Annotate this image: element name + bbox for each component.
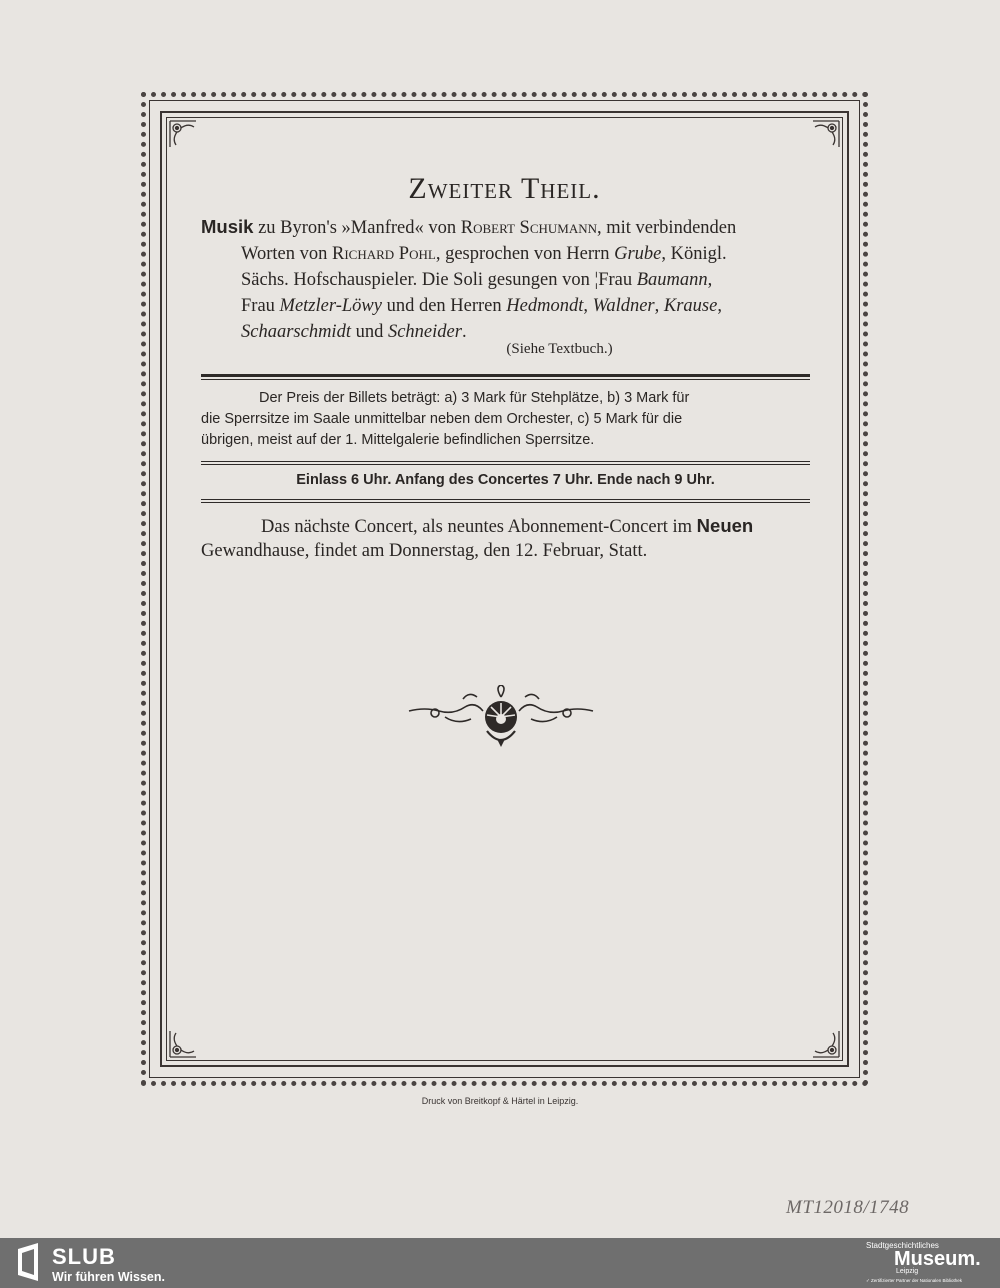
programme-lead: Musik [201, 216, 254, 237]
price-paragraph [201, 388, 810, 451]
composer-name: Robert Schumann [460, 218, 598, 238]
soloist-name: Metzler-Löwy [279, 296, 382, 316]
price-line: die Sperrsitze im Saale unmittelbar neben dem Orchester, c) 5 Mark für die [201, 411, 683, 427]
programme-text: Sächs. Hofschauspieler. Die Soli gesungen von [241, 270, 595, 290]
slub-logo-icon [14, 1241, 42, 1283]
shelfmark-annotation: MT12018/1748 [786, 1197, 910, 1218]
programme-text: , [654, 296, 664, 316]
next-concert-venue: Neuen [696, 515, 754, 536]
author-name: Richard Pohl [332, 244, 436, 264]
decorative-ornament-icon [405, 685, 597, 751]
divider-rule [201, 461, 810, 465]
soloist-name: Baumann [636, 270, 708, 290]
programme-text: , [707, 270, 713, 290]
next-concert-text: Gewandhause, findet am Donnerstag, den 12. Februar, Statt. [201, 541, 648, 561]
programme-text: ¦Frau [594, 270, 637, 290]
divider-rule [201, 374, 810, 380]
divider-rule [201, 499, 810, 503]
programme-text: , [583, 296, 593, 316]
corner-ornament-top-left-icon [168, 119, 198, 149]
corner-ornament-bottom-right-icon [811, 1029, 841, 1059]
programme-text: und [350, 322, 388, 342]
programme-text: , gesprochen von Herrn [435, 244, 615, 264]
museum-certificate: ✓ Zertifizierter Partner der Nationalen Bibliothek [866, 1278, 963, 1283]
programme-text: , Königl. [661, 244, 727, 264]
programme-text: Frau [241, 296, 280, 316]
slub-slogan: Wir führen Wissen. [52, 1270, 165, 1284]
programme-text: , [717, 296, 722, 316]
soloist-name: Waldner [592, 296, 655, 316]
soloist-name: Hedmondt [506, 296, 584, 316]
next-concert-text: Das nächste Concert, als neuntes Abonnement-Concert im [261, 517, 697, 537]
price-line: Der Preis der Billets beträgt: a) 3 Mark für Stehplätze, b) 3 Mark für [259, 390, 690, 406]
slub-title: SLUB [52, 1244, 116, 1269]
corner-ornament-bottom-left-icon [168, 1029, 198, 1059]
next-concert-paragraph [201, 514, 812, 563]
soloist-name: Schaarschmidt [241, 322, 351, 342]
museum-name: Museum. [894, 1248, 981, 1270]
programme-paragraph [201, 214, 814, 345]
textbook-note: (Siehe Textbuch.) [506, 341, 613, 357]
programme-text: und den Herren [381, 296, 507, 316]
museum-city: Leipzig [896, 1268, 919, 1275]
soloist-name: Krause [663, 296, 718, 316]
programme-text: Worten von [241, 244, 332, 264]
programme-text: zu Byron's »Manfred« von [253, 218, 461, 238]
programme-text: . [461, 322, 467, 342]
soloist-name: Schneider [387, 322, 462, 342]
printer-imprint: Druck von Breitkopf & Härtel in Leipzig. [421, 1096, 579, 1106]
programme-continuation [201, 241, 814, 345]
speaker-name: Grube [614, 244, 662, 264]
section-heading: Zweiter Theil. [408, 172, 601, 205]
museum-pretitle: Stadtgeschichtliches [866, 1241, 939, 1250]
price-line: übrigen, meist auf der 1. Mittelgalerie befindlichen Sperrsitze. [201, 432, 595, 448]
programme-text: , mit verbindenden [597, 218, 737, 238]
corner-ornament-top-right-icon [811, 119, 841, 149]
concert-times: Einlass 6 Uhr. Anfang des Concertes 7 Uhr. Ende nach 9 Uhr. [296, 472, 715, 488]
